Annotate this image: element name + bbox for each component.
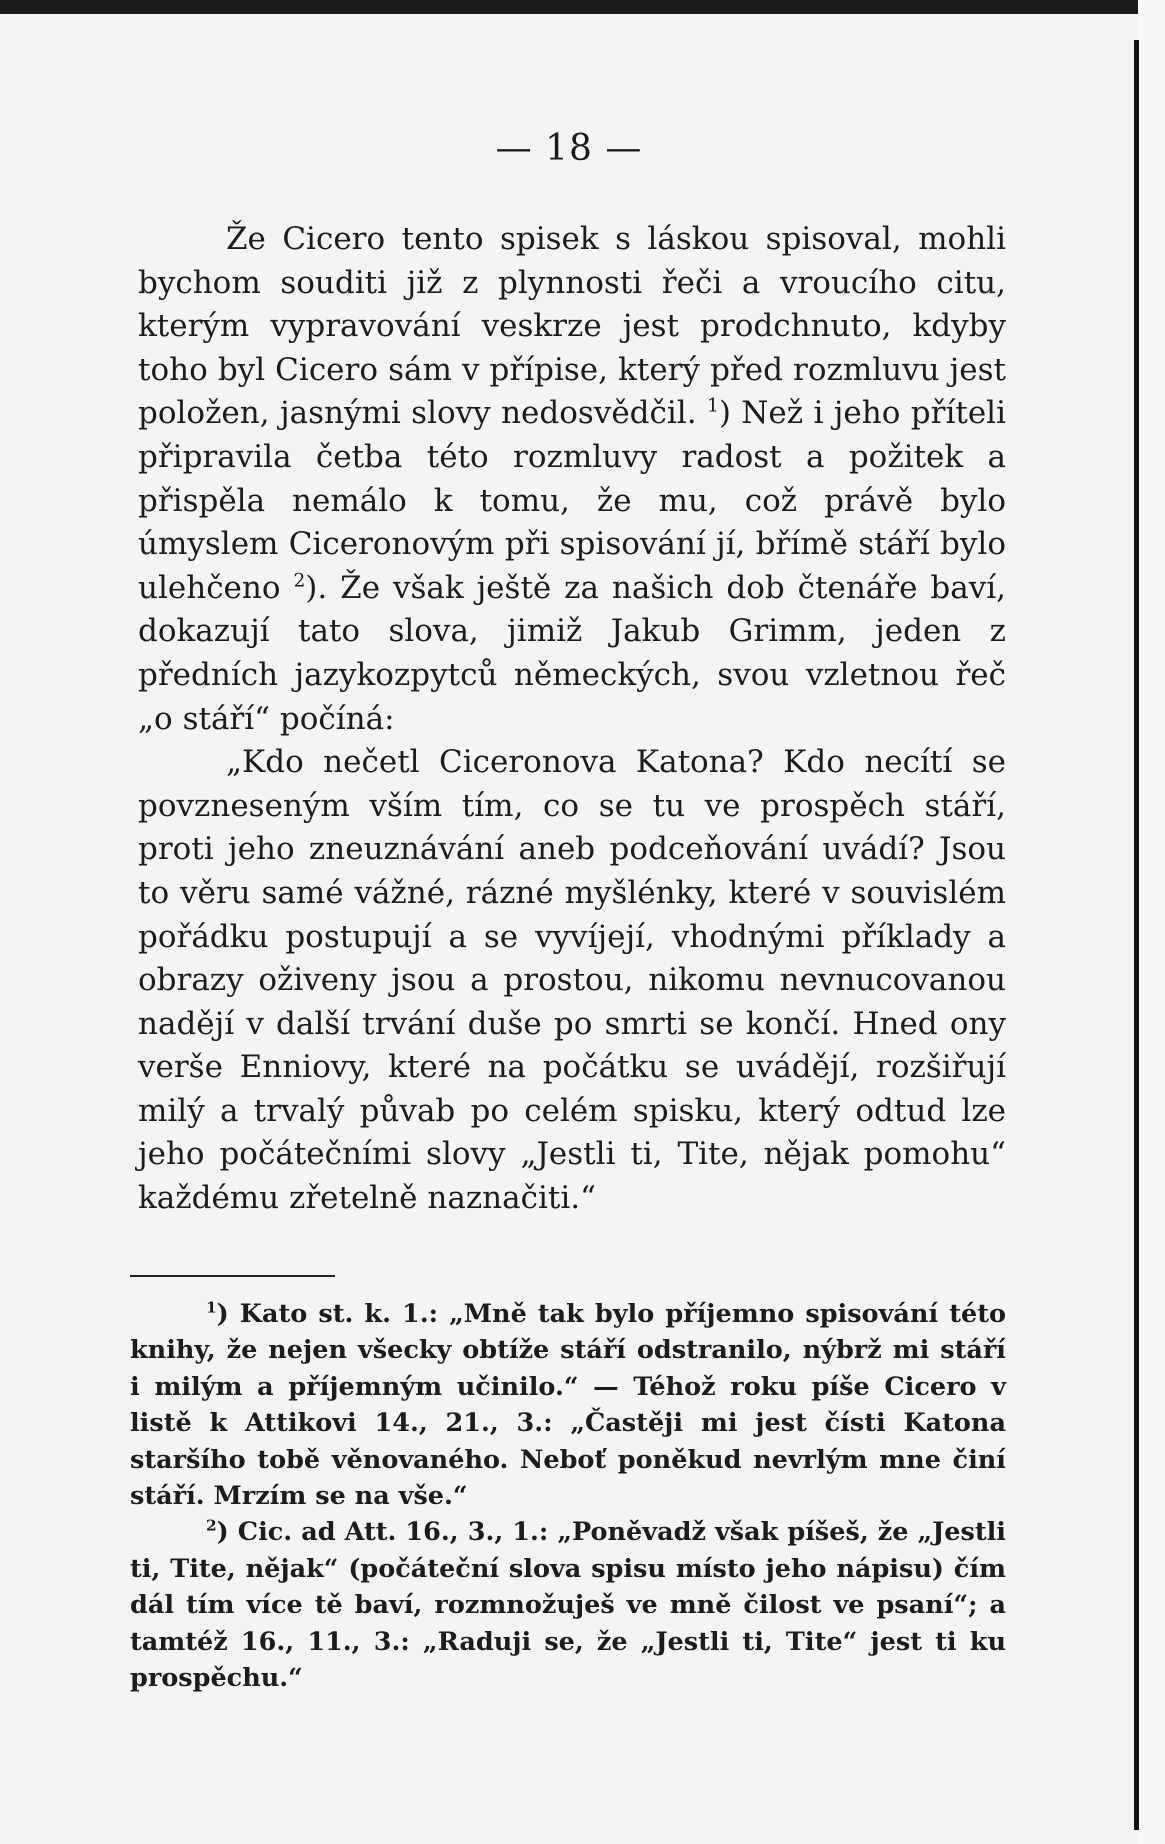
main-text xyxy=(138,218,1006,1221)
footnote-divider xyxy=(130,1275,335,1277)
footnote-2-text: ) Cic. ad Att. 16., 3., 1.: „Poněvadž však píšeš, že „Jestli ti, Tite, nějak“ (počáteční slova spisu místo jeho nápisu) čím dál tím více tě baví, rozmnožuješ ve mně čilost ve psaní“; a tamtéž 16., 11., 3.: „Raduji se, že „Jestli ti, Tite“ jest ti ku prospěchu.“ xyxy=(130,1517,1006,1694)
paragraph-1-part-b: ) Než i jeho příteli připravila četba této rozmluvy radost a požitek a přispěla nemálo k tomu, že mu, což právě bylo úmyslem Ciceronovým při spisování jí, břímě stáří bylo ulehčeno xyxy=(138,395,1007,606)
paragraph-2: „Kdo nečetl Ciceronova Katona? Kdo necítí se povzneseným vším tím, co se tu ve prospěch stáří, proti jeho zneuznávání aneb podceňování uvádí? Jsou to věru samé vážné, rázné myšlénky, které v souvislém pořádku postupují a se vyvíjejí, vhodnými příklady a obrazy oživeny jsou a prostou, nikomu nevnucovanou nadějí v další trvání duše po smrti se končí. Hned ony verše Enniovy, které na počátku se uvádějí, rozšiřují milý a trvalý půvab po celém spisku, který odtud lze jeho počátečními slovy „Jestli ti, Tite, nějak pomohu“ každému zřetelně naznačiti.“ xyxy=(138,744,1006,1217)
page-number: — 18 — xyxy=(495,128,643,169)
footnote-1 xyxy=(130,1296,1006,1514)
footnote-1-text: ) Kato st. k. 1.: „Mně tak bylo příjemno spisování této knihy, že nejen všecky obtíže stáří odstranilo, nýbrž mi stáří i milým a příjemným učinilo.“ — Téhož roku píše Cicero v listě k Attikovi 14., 21., 3.: „Častěji mi jest čísti Katona staršího tobě věnovaného. Neboť poněkud nevrlým mne činí stáří. Mrzím se na vše.“ xyxy=(130,1299,1006,1512)
paragraph-1 xyxy=(138,218,1006,741)
footnote-ref-1: 1 xyxy=(706,396,719,418)
footnote-2-marker: 2 xyxy=(206,1516,217,1535)
scan-top-border xyxy=(0,0,1138,14)
page-edge-shadow xyxy=(1134,40,1139,1830)
footnote-ref-2: 2 xyxy=(293,570,306,592)
footnote-1-marker: 1 xyxy=(206,1298,217,1317)
footnote-2 xyxy=(130,1514,1006,1696)
footnotes xyxy=(130,1296,1006,1696)
paragraph-1-part-c: ). Že však ještě za našich dob čtenáře baví, dokazují tato slova, jimiž Jakub Grimm, jeden z předních jazykozpytců německých, svou vzletnou řeč „o stáří“ počíná: xyxy=(138,569,1006,737)
paragraph-1-part-a: Že Cicero tento spisek s láskou spisoval, mohli bychom souditi již z plynnosti řeči a vroucího citu, kterým vypravování veskrze jest prodchnuto, kdyby toho byl Cicero sám v přípise, který před rozmluvu jest položen, jasnými slovy nedosvědčil. xyxy=(138,221,1006,432)
scan-margin xyxy=(1138,0,1165,1844)
